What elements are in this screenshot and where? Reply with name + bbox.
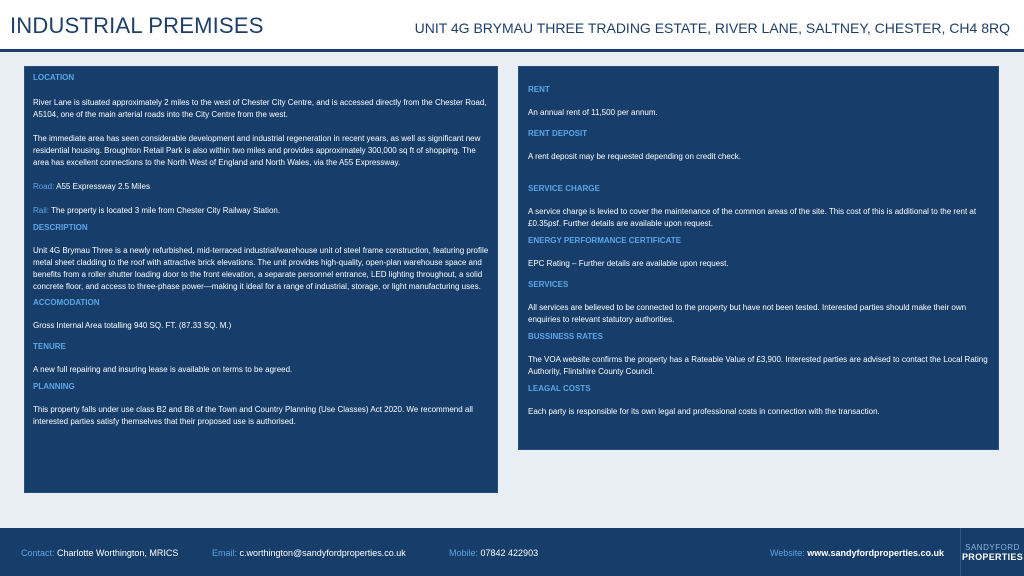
footer-contact: [21, 548, 178, 558]
rent-heading: RENT: [528, 85, 550, 94]
left-panel: [24, 66, 498, 493]
road-label: Road:: [33, 182, 55, 191]
mobile-label: Mobile:: [449, 548, 479, 558]
email-link[interactable]: c.worthington@sandyfordproperties.co.uk: [237, 548, 406, 558]
epc-text: EPC Rating – Further details are available upon request.: [528, 259, 729, 268]
business-rates-heading: BUSSINESS RATES: [528, 332, 603, 341]
services-text: All services are believed to be connected to the property but have not been tested. Interested parties should make their own enquiries to relevant statutory authorities.: [528, 303, 967, 324]
road-value: A55 Expressway 2.5 Miles: [54, 182, 150, 191]
logo-line-1: SANDYFORD: [965, 542, 1020, 552]
email-label: Email:: [212, 548, 238, 558]
tenure-text: A new full repairing and insuring lease is available on terms to be agreed.: [33, 365, 293, 374]
location-heading: LOCATION: [33, 73, 75, 82]
website-label: Website:: [769, 548, 805, 558]
service-charge-text: A service charge is levied to cover the maintenance of the common areas of the site. This cost of this is additional to the rent at £0.35psf. Further details are available upon request.: [528, 207, 977, 228]
legal-costs-text: Each party is responsible for its own legal and professional costs in connection with the transaction.: [528, 407, 880, 416]
deposit-text: A rent deposit may be requested depending on credit check.: [528, 152, 742, 161]
description-text: Unit 4G Brymau Three is a newly refurbished, mid-terraced industrial/warehouse unit of steel frame construction, featuring profile metal sheet cladding to the roof with attractive brick elevations. The unit provides high-quality, open-plan warehouse space and benefits from a roller shutter loading door to the front elevation, a separate personnel entrance, LED lighting throughout, a solid concrete floor, and access to three-phase power—making it ideal for a range of industrial, storage, or light manufacturing uses.: [33, 246, 489, 291]
location-paragraph-1: River Lane is situated approximately 2 miles to the west of Chester City Centre, and is accessed directly from the Chester Road, A5104, one of the main arterial roads into the City Centre from the west.: [33, 98, 487, 119]
footer-email[interactable]: [212, 548, 406, 558]
road-line: [33, 181, 489, 193]
right-panel: [518, 66, 999, 450]
deposit-heading: RENT DEPOSIT: [528, 129, 588, 138]
sandyford-logo: [960, 528, 1024, 576]
contact-label: Contact:: [21, 548, 55, 558]
logo-line-2: PROPERTIES: [961, 551, 1023, 562]
page-title: INDUSTRIAL PREMISES: [10, 13, 264, 38]
accommodation-text: Gross Internal Area totalling 940 SQ. FT. (87.33 SQ. M.): [33, 321, 232, 330]
tenure-heading: TENURE: [33, 342, 66, 351]
rent-text: An annual rent of 11,500 per annum.: [528, 108, 658, 117]
epc-heading: ENERGY PERFORMANCE CERTIFICATE: [528, 236, 682, 245]
description-heading: DESCRIPTION: [33, 223, 88, 232]
footer-website[interactable]: [770, 548, 944, 558]
location-paragraph-2: The immediate area has seen considerable development and industrial regeneration in recent years, as well as significant new residential housing. Broughton Retail Park is also within two miles and provides approximately 300,000 sq ft of shopping. The area has excellent connections to the North West of England and North Wales, via the A55 Expressway.: [33, 134, 481, 167]
services-heading: SERVICES: [528, 280, 569, 289]
legal-costs-heading: LEAGAL COSTS: [528, 384, 591, 393]
accommodation-heading: ACCOMODATION: [33, 298, 100, 307]
website-link[interactable]: www.sandyfordproperties.co.uk: [804, 548, 944, 558]
header-bar: [0, 0, 1024, 52]
footer-mobile: [449, 548, 538, 558]
property-address: UNIT 4G BRYMAU THREE TRADING ESTATE, RIVER LANE, SALTNEY, CHESTER, CH4 8RQ: [414, 20, 1010, 36]
mobile-value: 07842 422903: [478, 548, 539, 558]
planning-heading: PLANNING: [33, 382, 75, 391]
rail-line: [33, 205, 489, 217]
planning-text: This property falls under use class B2 and B8 of the Town and Country Planning (Use Classes) Act 2020. We recommend all interested parties satisfy themselves that their proposed use is authorised.: [33, 405, 473, 426]
contact-value: Charlotte Worthington, MRICS: [54, 548, 179, 558]
rail-value: The property is located 3 mile from Chester City Railway Station.: [49, 206, 281, 215]
service-charge-heading: SERVICE CHARGE: [528, 184, 600, 193]
business-rates-text: The VOA website confirms the property has a Rateable Value of £3,900. Interested parties are advised to contact the Local Rating Authority, Flintshire County Council.: [528, 355, 988, 376]
rail-label: Rail:: [33, 206, 50, 215]
footer-bar: [0, 528, 1024, 576]
